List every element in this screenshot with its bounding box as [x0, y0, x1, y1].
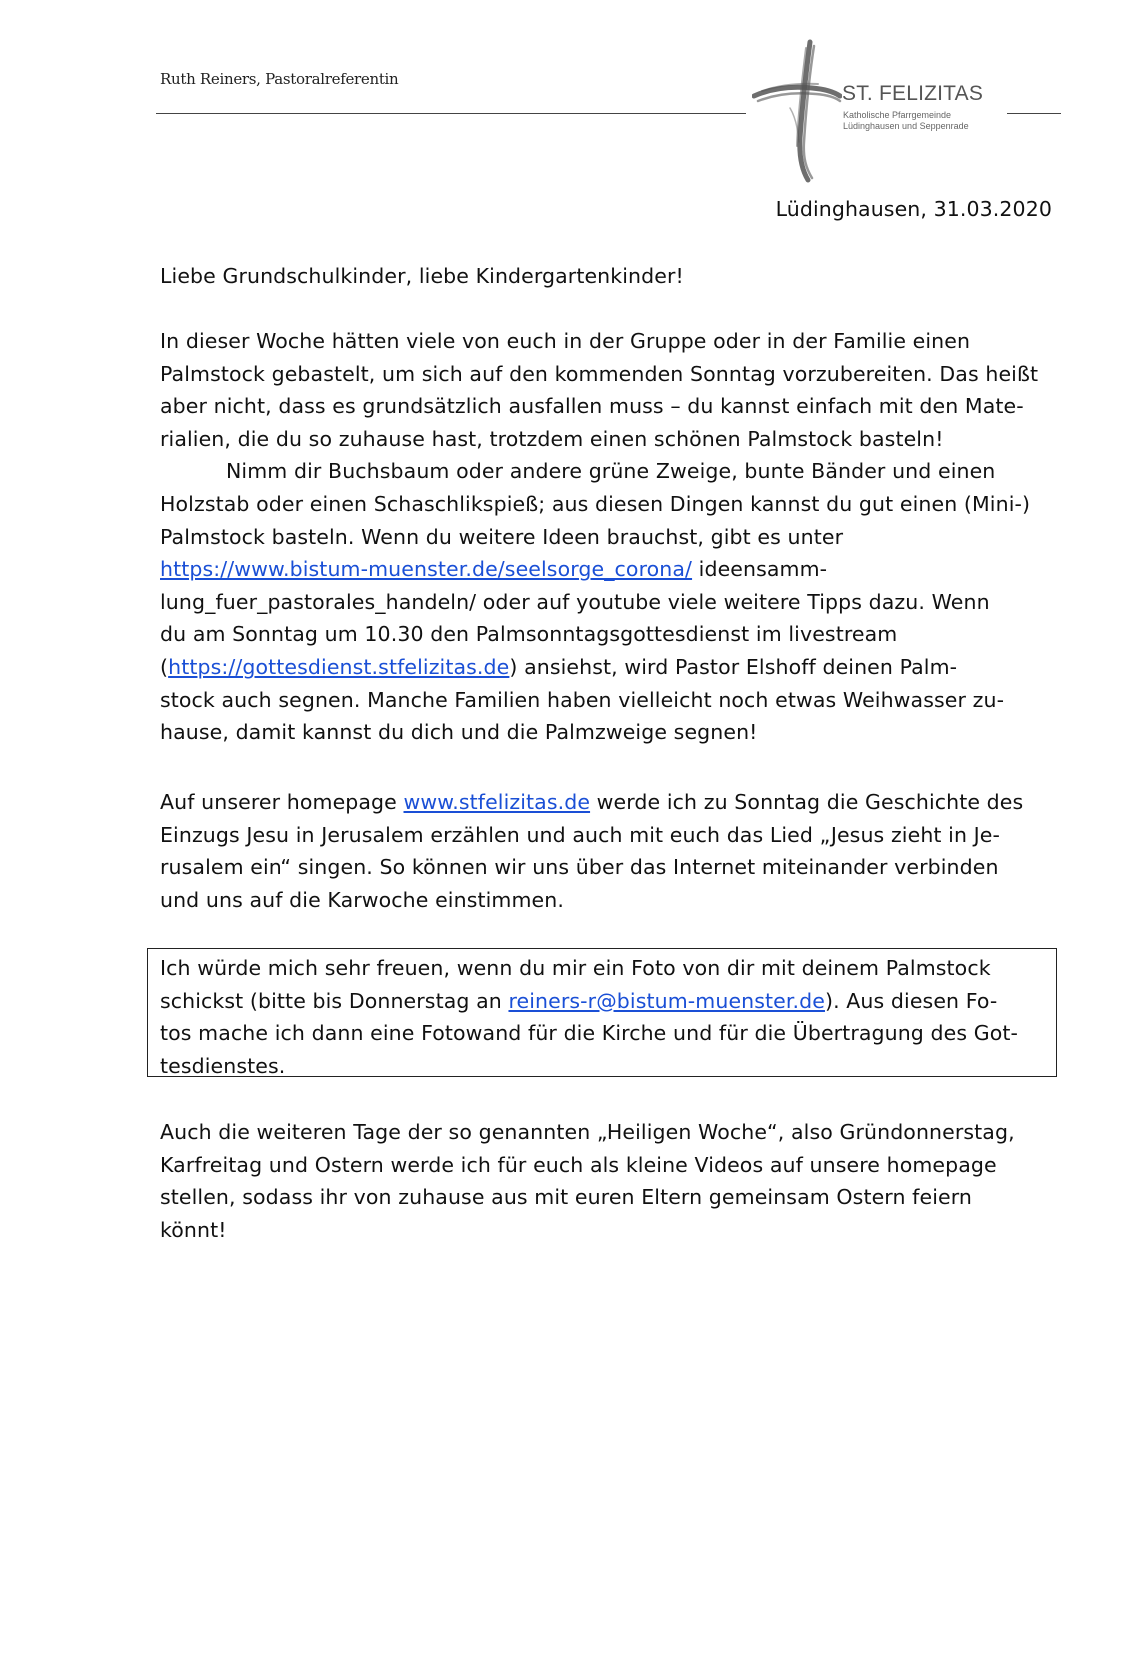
text-line: tesdienstes.: [160, 1053, 286, 1078]
logo-subtitle-line1: Katholische Pfarrgemeinde: [843, 110, 952, 120]
logo-title: ST. FELIZITAS: [842, 82, 984, 105]
text-line: [160, 985, 1018, 1018]
gottesdienst-livestream-link[interactable]: https://gottesdienst.stfelizitas.de: [168, 654, 510, 679]
text-line: stock auch segnen. Manche Familien haben vielleicht noch etwas Weihwasser zu-: [160, 687, 1005, 712]
header-divider-left: [156, 113, 746, 114]
paragraph-holy-week: [160, 1116, 1050, 1246]
text-line: stellen, sodass ihr von zuhause aus mit euren Eltern gemeinsam Ostern feiern: [160, 1185, 972, 1210]
photo-request-box: [147, 948, 1057, 1077]
bistum-corona-link[interactable]: https://www.bistum-muenster.de/seelsorge_corona/: [160, 557, 693, 582]
text-line: hause, damit kannst du dich und die Palmzweige segnen!: [160, 720, 758, 745]
paragraph-homepage: [160, 786, 1050, 916]
text-line: lung_fuer_pastorales_handeln/ oder auf youtube viele weitere Tipps dazu. Wenn: [160, 589, 990, 614]
text-line: Palmstock gebastelt, um sich auf den kommenden Sonntag vorzubereiten. Das heißt: [160, 361, 1039, 386]
author-line: Ruth Reiners, Pastoralreferentin: [160, 70, 399, 88]
text-line: Holzstab oder einen Schaschlikspieß; aus diesen Dingen kannst du gut einen (Mini-): [160, 491, 1031, 516]
text-fragment: Auf unserer homepage: [160, 790, 404, 814]
email-link[interactable]: reiners-r@bistum-muenster.de: [508, 988, 825, 1013]
text-fragment: schickst (bitte bis Donnerstag an: [160, 988, 509, 1013]
text-line: Ich würde mich sehr freuen, wenn du mir ein Foto von dir mit deinem Palmstock: [160, 956, 991, 980]
text-line: Einzugs Jesu in Jerusalem erzählen und auch mit euch das Lied „Jesus zieht in Je-: [160, 822, 1001, 847]
homepage-link[interactable]: www.stfelizitas.de: [403, 790, 591, 814]
text-line: Karfreitag und Ostern werde ich für euch als kleine Videos auf unsere homepage: [160, 1152, 997, 1177]
date-line: Lüdinghausen, 31.03.2020: [775, 197, 1052, 221]
text-line: Nimm dir Buchsbaum oder andere grüne Zweige, bunte Bänder und einen: [226, 459, 996, 484]
text-fragment: ) ansiehst, wird Pastor Elshoff deinen Palm-: [509, 654, 958, 679]
paragraph-palmstock: [160, 325, 1050, 749]
header-divider-right: [1007, 113, 1061, 114]
text-line: tos mache ich dann eine Fotowand für die Kirche und für die Übertragung des Got-: [160, 1021, 1019, 1046]
text-line: und uns auf die Karwoche einstimmen.: [160, 887, 564, 912]
text-line: du am Sonntag um 10.30 den Palmsonntagsgottesdienst im livestream: [160, 622, 898, 647]
text-line: rusalem ein“ singen. So können wir uns über das Internet miteinander verbinden: [160, 855, 999, 880]
text-line: Auch die weiteren Tage der so genannten „Heiligen Woche“, also Gründonnerstag,: [160, 1120, 1015, 1144]
photo-request-text: [160, 952, 1018, 1082]
text-line: aber nicht, dass es grundsätzlich ausfallen muss – du kannst einfach mit den Mate-: [160, 394, 1024, 419]
text-line: [160, 651, 1050, 684]
text-fragment: ideensamm-: [692, 557, 828, 582]
text-line: könnt!: [160, 1217, 227, 1242]
text-fragment: werde ich zu Sonntag die Geschichte des: [590, 790, 1024, 814]
text-fragment: (: [160, 654, 169, 679]
greeting: Liebe Grundschulkinder, liebe Kindergartenkinder!: [160, 264, 684, 288]
text-line: Palmstock basteln. Wenn du weitere Ideen brauchst, gibt es unter: [160, 524, 844, 549]
text-fragment: ). Aus diesen Fo-: [824, 988, 998, 1013]
logo-subtitle-line2: Lüdinghausen und Seppenrade: [843, 121, 969, 131]
text-line: [160, 553, 1050, 586]
text-line: [160, 786, 1050, 819]
text-line: In dieser Woche hätten viele von euch in der Gruppe oder in der Familie einen: [160, 329, 971, 353]
brush-cross-icon: [752, 38, 842, 183]
text-line: rialien, die du so zuhause hast, trotzdem einen schönen Palmstock basteln!: [160, 426, 944, 451]
